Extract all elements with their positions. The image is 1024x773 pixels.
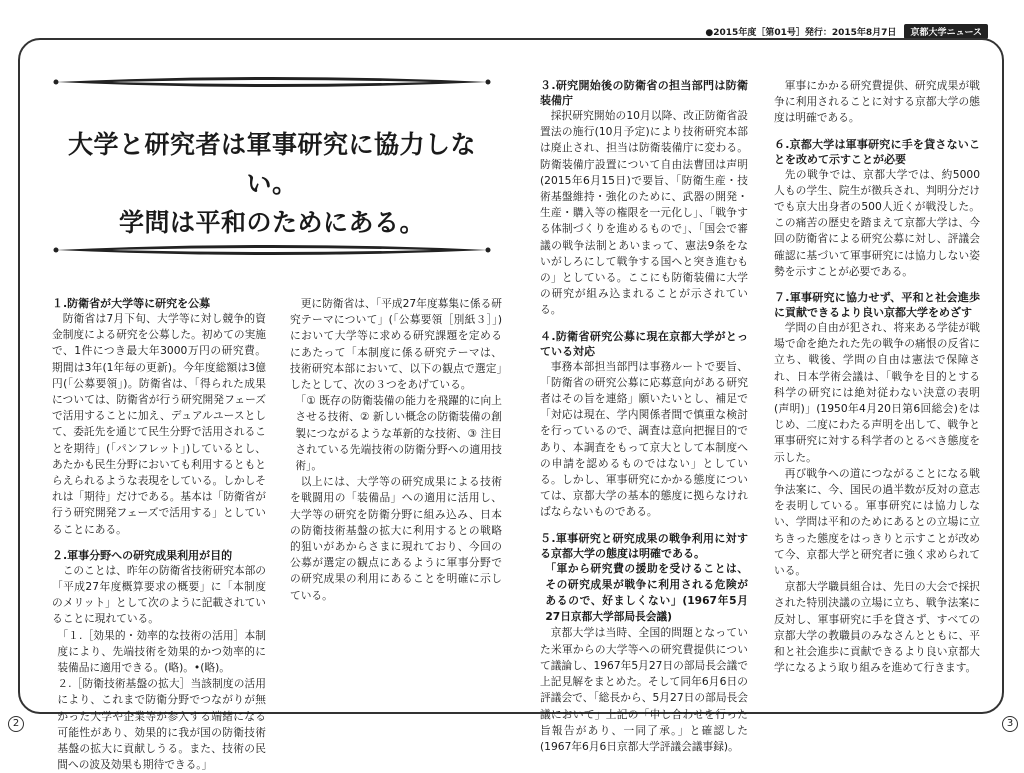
section-2-quote-2: ２.［防衛技術基盤の拡大］当該制度の活用により、これまで防衛分野でつながりが無かった大学や企業等が参入する端緒になる可能性があり、効果的に我が国の防衛技術基盤の拡大に貢献しうる。また、技術の民間への波及効果も期待できる。」 — [57, 677, 266, 772]
section-5-paragraph-1: 京都大学は当時、全国的問題となっていた米軍からの大学等への研究費提供について議論し、1967年5月27日の部局長会議で上記見解をまとめた。そして同年6月6日の評議会で、「総長から、5月27日の部局長会議において」上記の「申し合わせを行った旨報告があり、一同了承。」と確認した(1967年6月6日京都大学評議会議事録)。 — [540, 626, 748, 753]
section-2-paragraph-1: このことは、昨年の防衛省技術研究本部の「平成27年度概算要求の概要」に「本制度のメリット」として次のように記載されていることに現れている。 — [52, 563, 266, 626]
section-4-paragraph: 事務本部担当部門は事務ルートで要旨、「防衛省の研究公募に応募意向がある研究者はその旨を連絡」願いたいとし、補足で「対応は現在、学内関係者間で慎重な検討を行っているので、調査は意向把握目的であり、本調査をもって京大として本制度への申請を認めるものではない」としている。しかし、軍事研究にかかる態度については、京都大学の基本的態度に拠らなければならないものである。 — [540, 359, 748, 519]
section-7-paragraph-1: 学問の自由が犯され、将来ある学徒が戦場で命を絶たれた先の戦争の痛恨の反省に立ち、戦後、学問の自由は憲法で保障され、日本学術会議は、「戦争を目的とする科学の研究には絶対従わない決意の表明(声明)」(1950年4月20日第6回総会)をはじめ、二度にわたる声明を出して、戦争と軍事研究に対する科学者のとるべき態度を示した。 — [774, 321, 980, 464]
page-number-left: 2 — [8, 716, 24, 732]
section-3-title: ３.研究開始後の防衛省の担当部門は防衛装備庁 — [540, 79, 748, 107]
section-5-title: ５.軍事研究と研究成果の戦争利用に対する京都大学の態度は明確である。 — [540, 531, 748, 560]
section-1-paragraph: 防衛省は7月下旬、大学等に対し競争的資金制度による研究を公募した。初めての実施で、1件につき最大年3000万円の研究費。期間は3年(1年毎の更新)。今年度総額は3億円(「公募要領」)。防衛省は、「得られた成果については、防衛省が行う研究開発フェーズで活用することに加え、デュアルユースとして、委託先を通じて民生分野で活用されることを期待」(「パンフレット」)しているとし、あたかも民生分野においても利用するともとらえられるような表現をしている。しかしそれは「期待」だけである。基本は「防衛省が行う研究開発フェーズで活用する」としていることにある。 — [52, 312, 266, 536]
ornament-top — [52, 70, 492, 94]
section-1-title: １.防衛省が大学等に研究を公募 — [52, 297, 211, 310]
column-3 — [540, 78, 748, 755]
section-2-quote-3: 「① 既存の防衛装備の能力を飛躍的に向上させる技術、② 新しい概念の防衛装備の創製につながるような革新的な技術、③ 注目されている先端技術の防衛分野への適用技術」。 — [295, 394, 502, 473]
headline-line-2: 学問は平和のためにある。 — [118, 207, 425, 237]
section-5-paragraph-2: 軍事にかかる研究費提供、研究成果が戦争に利用されることに対する京都大学の態度は明確である。 — [774, 79, 980, 125]
section-6-paragraph: 先の戦争では、京都大学では、約5000人もの学生、院生が徴兵され、判明分だけでも京大出身者の500人近くが戦没した。この痛苦の歴史を踏まえて京都大学は、今回の防衛省による研究公募に対し、評議会確認に基づいて軍事研究には協力しない姿勢を示すことが必要である。 — [774, 167, 980, 278]
section-6-title: ６.京都大学は軍事研究に手を貸さないことを改めて示すことが必要 — [774, 137, 980, 166]
column-1 — [52, 296, 266, 773]
section-2-quote-1: 「１.［効果的・効率的な技術の活用］本制度により、先端技術を効果的かつ効率的に装備品に適用できる。(略)。•(略)。 — [57, 628, 266, 675]
section-7-paragraph-2: 再び戦争への道につながることになる戦争法案に、今、国民の過半数が反対の意志を表明している。軍事研究には協力しない、学問は平和のためにあるとの立場に立ちきった態度をはっきりと示すことが改めて今、京都大学と研究者に強く求められている。 — [774, 466, 980, 578]
section-4-title: ４.防衛省研究公募に現在京都大学がとっている対応 — [540, 329, 748, 358]
headline-line-1: 大学と研究者は軍事研究に協力しない。 — [67, 130, 476, 198]
section-2-paragraph-4: 更に防衛省は、「平成27年度募集に係る研究テーマについて」(「公募要領［別紙３］」)において大学等に求める研究課題を定めるにあたって「本制度に係る研究テーマは、技術研究本部において、以下の観点で選定」したとして、次の３つをあげている。 — [290, 297, 502, 392]
section-7-title: ７.軍事研究に協力せず、平和と社会進歩に貢献できるより良い京都大学をめざす — [774, 291, 980, 320]
section-2-title: ２.軍事分野への研究成果利用が目的 — [52, 548, 233, 562]
page-number-right: 3 — [1002, 716, 1018, 732]
section-7-paragraph-3: 京都大学職員組合は、先日の大会で採択された特別決議の立場に立ち、戦争法案に反対し、軍事研究に手を貸さず、すべての京都大学の教職員のみなさんとともに、平和と社会進歩に貢献できるより良い京都大学になるよう取り組みを進めて行きます。 — [774, 580, 980, 675]
section-2-paragraph-6: 以上には、大学等の研究成果による技術を戦闘用の「装備品」への適用に活用し、大学等の研究を防衛分野に組み込み、日本の防衛技術基盤の拡大に利用するとの戦略的狙いがあからさまに現れており、今回の公募が選定の観点にあるように軍事分野での研究成果の利用にあることを明確に示している。 — [290, 475, 502, 602]
newsletter-badge: 京都大学ニュース — [904, 24, 988, 39]
page-headline — [52, 126, 492, 242]
section-5-quote: 「軍から研究費の援助を受けることは、その研究成果が戦争に利用される危険があるので、好ましくない」(1967年5月27日京都大学部局長会議) — [545, 561, 748, 624]
column-4 — [774, 78, 980, 677]
issue-header — [705, 24, 988, 39]
section-3-paragraph: 採択研究開始の10月以降、改正防衛省設置法の施行(10月予定)により技術研究本部は廃止され、担当は防衛装備庁に変わる。防衛装備庁設置について自由法曹団は声明(2015年6月15日)で要旨、「防衛生産・技術基盤維持・強化のために、武器の開発・生産・購入等の権限を一元化し」、「戦争する体制づくりを進めるもので」、「国会で審議の戦争法制とあいまって、憲法9条をないがしろにして戦争する国へと突き進むもの」としている。ここにも防衛装備に大学の研究が組み込まれることが示されている。 — [540, 109, 748, 317]
column-2 — [290, 296, 502, 604]
issue-info: ●2015年度［第01号］発行：2015年8月7日 — [705, 28, 897, 38]
